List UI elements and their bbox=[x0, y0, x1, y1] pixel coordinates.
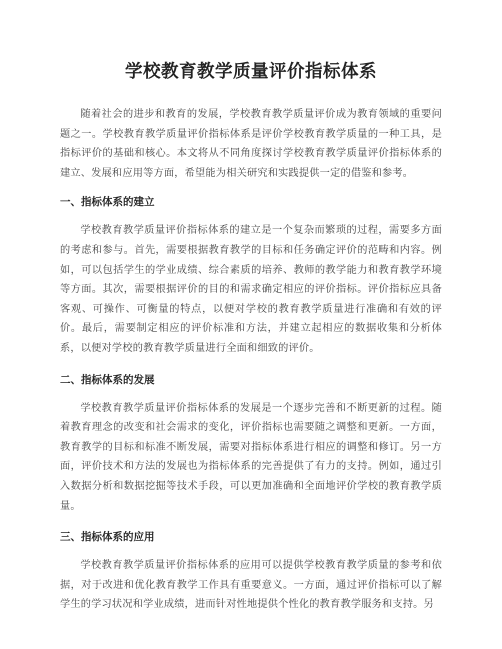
section-heading: 三、指标体系的应用 bbox=[60, 531, 155, 544]
section-paragraph: 学校教育教学质量评价指标体系的建立是一个复杂而繁琐的过程，需要多方面的考虑和参与。首先，需要根据教育教学的目标和任务确定评价的范畴和内容。例如，可以包括学生的学业成绩、综合素质的培养、教师的教学能力和教育教学环境等方面。其次，需要根据评价的目的和需求确定相应的评价指标。评价指标应具备客观、可操作、可衡量的特点，以便对学校的教育教学质量进行准确和有效的评价。最后，需要制定相应的评价标准和方法，并建立起相应的数据收集和分析体系，以便对学校的教育教学质量进行全面和细致的评价。 bbox=[60, 225, 442, 354]
document-title: 学校教育教学质量评价指标体系 bbox=[125, 62, 377, 82]
section-paragraph: 学校教育教学质量评价指标体系的应用可以提供学校教育教学质量的参考和依据，对于改进和优化教育教学工作具有重要意义。一方面，通过评价指标可以了解学生的学习状况和学业成绩，进而针对性地提供个性化的教育教学服务和支持。另 bbox=[60, 560, 442, 611]
intro-section bbox=[60, 105, 442, 183]
section-development bbox=[60, 373, 442, 517]
intro-paragraph: 随着社会的进步和教育的发展，学校教育教学质量评价成为教育领域的重要问题之一。学校教育教学质量评价指标体系是评价学校教育教学质量的一种工具，是指标评价的基础和核心。本文将从不同角度探讨学校教育教学质量评价指标体系的建立、发展和应用等方面，希望能为相关研究和实践提供一定的借鉴和参考。 bbox=[60, 109, 442, 179]
section-heading: 一、指标体系的建立 bbox=[60, 196, 155, 209]
section-application bbox=[60, 530, 442, 615]
section-heading: 二、指标体系的发展 bbox=[60, 373, 155, 386]
section-paragraph: 学校教育教学质量评价指标体系的发展是一个逐步完善和不断更新的过程。随着教育理念的改变和社会需求的变化，评价指标也需要随之调整和更新。一方面，教育教学的目标和标准不断发展，需要对指标体系进行相应的调整和修订。另一方面，评价技术和方法的发展也为指标体系的完善提供了有力的支持。例如，通过引入数据分析和数据挖掘等技术手段，可以更加准确和全面地评价学校的教育教学质量。 bbox=[60, 402, 442, 512]
section-establishment bbox=[60, 195, 442, 358]
